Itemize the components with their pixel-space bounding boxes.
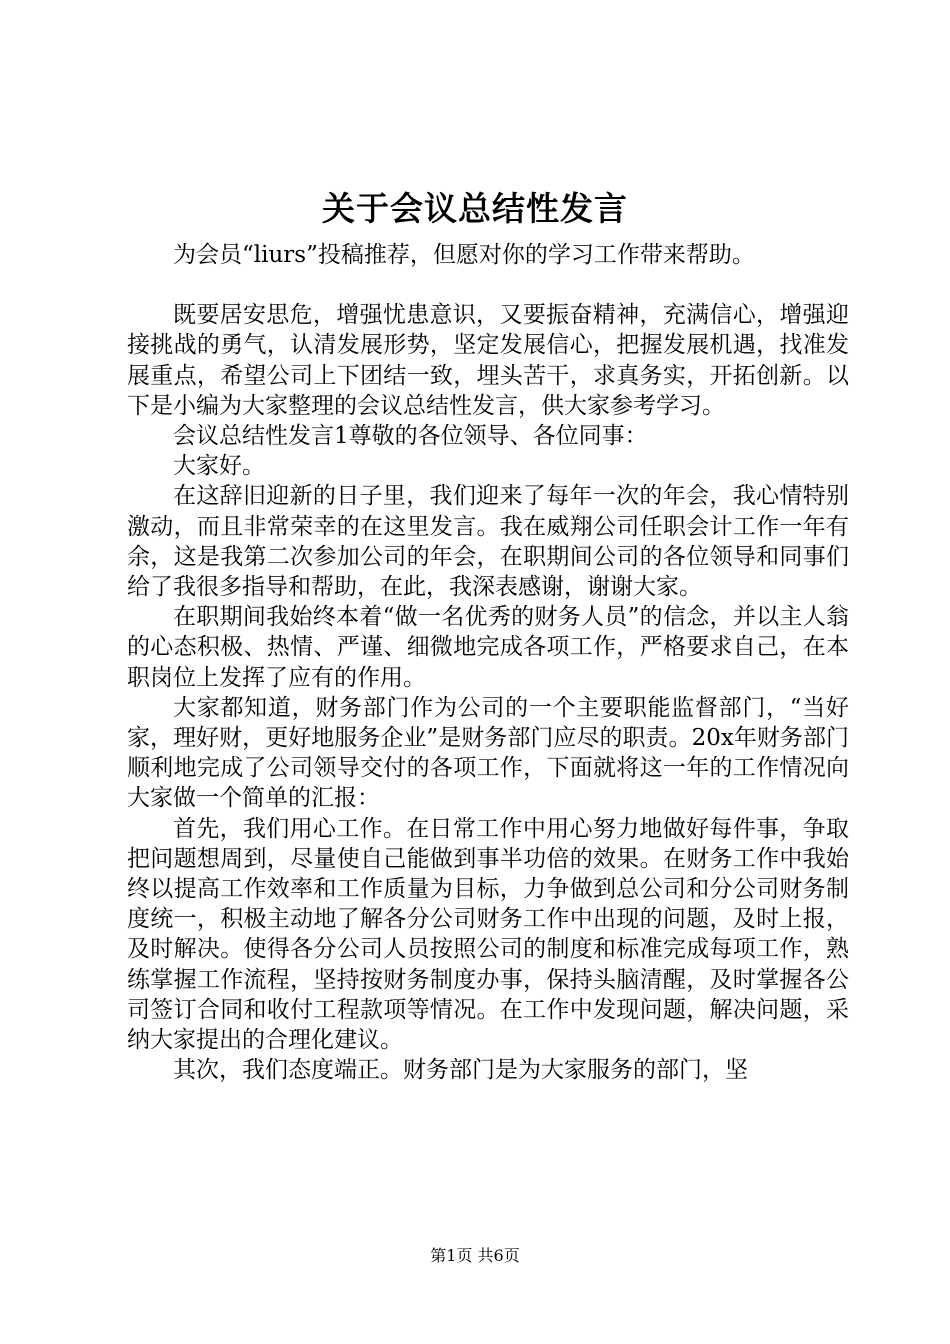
paragraph: 在职期间我始终本着“做一名优秀的财务人员”的信念，并以主人翁的心态积极、热情、严谨、细微地完成各项工作，严格要求自己，在本职岗位上发挥了应有的作用。 bbox=[127, 604, 849, 691]
recommend-paragraph: 为会员“liurs”投稿推荐，但愿对你的学习工作带来帮助。 bbox=[173, 242, 755, 268]
paragraph: 首先，我们用心工作。在日常工作中用心努力地做好每件事，争取把问题想周到，尽量使自己能做到事半功倍的效果。在财务工作中我始终以提高工作效率和工作质量为目标，力争做到总公司和分公司财务制度统一，积极主动地了解各分公司财务工作中出现的问题，及时上报，及时解决。使得各分公司人员按照公司的制度和标准完成每项工作，熟练掌握工作流程，坚持按财务制度办事，保持头脑清醒，及时掌握各公司签订合同和收付工程款项等情况。在工作中发现问题，解决问题，采纳大家提出的合理化建议。 bbox=[127, 815, 849, 1054]
paragraph: 大家好。 bbox=[173, 453, 265, 480]
paragraph: 会议总结性发言1尊敬的各位领导、各位同事： bbox=[173, 423, 648, 450]
page-footer: 第1页 共6页 bbox=[430, 1246, 520, 1265]
paragraph: 既要居安思危，增强忧患意识，又要振奋精神，充满信心，增强迎接挑战的勇气，认清发展形势，坚定发展信心，把握发展机遇，找准发展重点，希望公司上下团结一致，埋头苦干，求真务实，开拓创新。以下是小编为大家整理的会议总结性发言，供大家参考学习。 bbox=[127, 302, 849, 419]
paragraph: 在这辞旧迎新的日子里，我们迎来了每年一次的年会，我心情特别激动，而且非常荣幸的在这里发言。我在威翔公司任职会计工作一年有余，这是我第二次参加公司的年会，在职期间公司的各位领导和同事们给了我很多指导和帮助，在此，我深表感谢，谢谢大家。 bbox=[127, 483, 849, 601]
document-body bbox=[127, 240, 849, 1085]
paragraph: 其次，我们态度端正。财务部门是为大家服务的部门，坚 bbox=[173, 1057, 748, 1084]
paragraph: 大家都知道，财务部门作为公司的一个主要职能监督部门，“当好家，理好财，更好地服务企业”是财务部门应尽的职责。20x年财务部门顺利地完成了公司领导交付的各项工作，下面就将这一年的工作情况向大家做一个简单的汇报： bbox=[127, 694, 849, 812]
page-title: 关于会议总结性发言 bbox=[322, 189, 628, 228]
